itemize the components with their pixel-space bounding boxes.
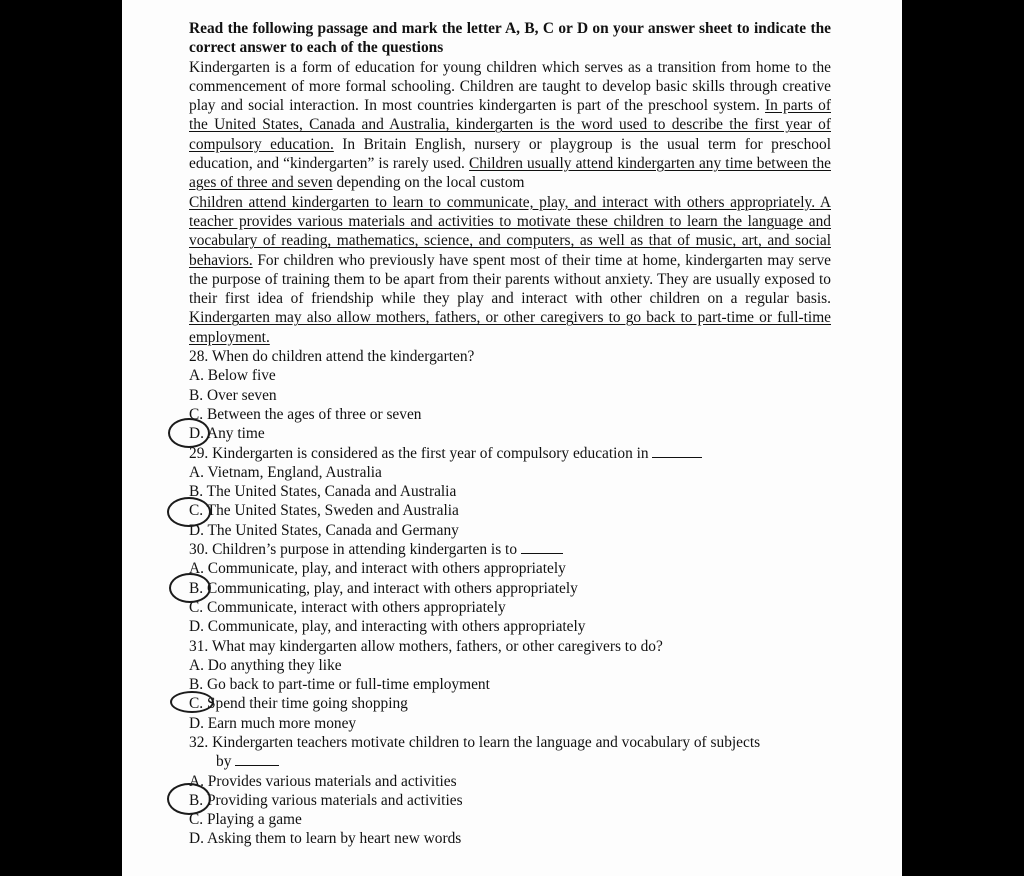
passage-paragraph-1 [189,58,831,193]
question-32: 32. Kindergarten teachers motivate children to learn the language and vocabulary of subjects [189,733,761,751]
question-32-continuation: by [189,752,831,771]
question-32-option-c[interactable]: C. Playing a game [189,811,302,829]
question-32-option-a[interactable]: A. Provides various materials and activities [189,772,457,790]
question-29-option-c[interactable]: C. The United States, Sweden and Australia [189,502,459,520]
question-28-option-b[interactable]: B. Over seven [189,386,277,404]
question-29-option-b[interactable]: B. The United States, Canada and Australia [189,483,457,501]
question-28: 28. When do children attend the kindergarten? [189,348,475,366]
question-28-option-a[interactable]: A. Below five [189,367,276,385]
question-31-option-a[interactable]: A. Do anything they like [189,656,342,674]
question-32-option-b[interactable]: B. Providing various materials and activities [189,791,463,809]
passage-text: In Britain English, nursery or playgroup is the usual term for preschool education, and “kindergarten” is rarely used. [189,135,831,173]
underlined-passage-text: In parts of the United States, Canada and Australia, kindergarten is the word used to describe the first year of compulsory education. [189,97,831,153]
instructions-heading: Read the following passage and mark the letter A, B, C or D on your answer sheet to indicate the correct answer to each of the questions [189,20,831,57]
question-29-option-d[interactable]: D. The United States, Canada and Germany [189,521,459,539]
answer-mark-circle [167,497,211,527]
passage-text: depending on the local custom [332,174,525,192]
passage-paragraph-2 [189,193,831,347]
question-32-option-d[interactable]: D. Asking them to learn by heart new words [189,830,462,848]
question-31-option-d[interactable]: D. Earn much more money [189,714,357,732]
underlined-passage-text: Kindergarten may also allow mothers, fathers, or other caregivers to go back to part-time or full-time employment. [189,309,831,346]
question-30: 30. Children’s purpose in attending kindergarten is to [189,540,831,559]
answer-blank [521,541,563,554]
question-31-option-b[interactable]: B. Go back to part-time or full-time employment [189,676,490,694]
worksheet [189,19,831,849]
answer-mark-circle [168,418,210,448]
underlined-passage-text: Children usually attend kindergarten any time between the ages of three and seven [189,155,831,192]
question-30-option-b[interactable]: B. Communicating, play, and interact with others appropriately [189,579,578,597]
passage-text: Kindergarten is a form of education for young children which serves as a transition from home to the commencement of more formal schooling. Children are taught to develop basic skills through creative play and social interaction. In most countries kindergarten is part of the preschool system. [189,58,831,115]
question-28-option-c[interactable]: C. Between the ages of three or seven [189,405,422,423]
answer-mark-circle [169,573,211,603]
answer-blank [652,445,702,458]
question-31: 31. What may kindergarten allow mothers, fathers, or other caregivers to do? [189,637,663,655]
question-30-option-c[interactable]: C. Communicate, interact with others appropriately [189,598,506,616]
question-30-option-a[interactable]: A. Communicate, play, and interact with others appropriately [189,560,566,578]
question-29-option-a[interactable]: A. Vietnam, England, Australia [189,463,382,481]
answer-blank [235,753,279,766]
answer-mark-circle [167,783,211,815]
question-29: 29. Kindergarten is considered as the first year of compulsory education in [189,444,831,463]
answer-mark-circle [170,691,214,713]
question-28-option-d[interactable]: D. Any time [189,425,265,443]
passage-text: For children who previously have spent most of their time at home, kindergarten may serve the purpose of training them to be apart from their parents without anxiety. They are usually exposed to their first idea of friendship while they play and interact with other children on a regular basis. [189,251,831,308]
question-30-option-d[interactable]: D. Communicate, play, and interacting with others appropriately [189,618,586,636]
question-31-option-c[interactable]: C. Spend their time going shopping [189,695,408,713]
underlined-passage-text: Children attend kindergarten to learn to communicate, play, and interact with others appropriately. A teacher provides various materials and activities to motivate these children to learn the language and vocabulary of reading, mathematics, science, and computers, as well as that of music, art, and social behaviors. [189,193,831,269]
